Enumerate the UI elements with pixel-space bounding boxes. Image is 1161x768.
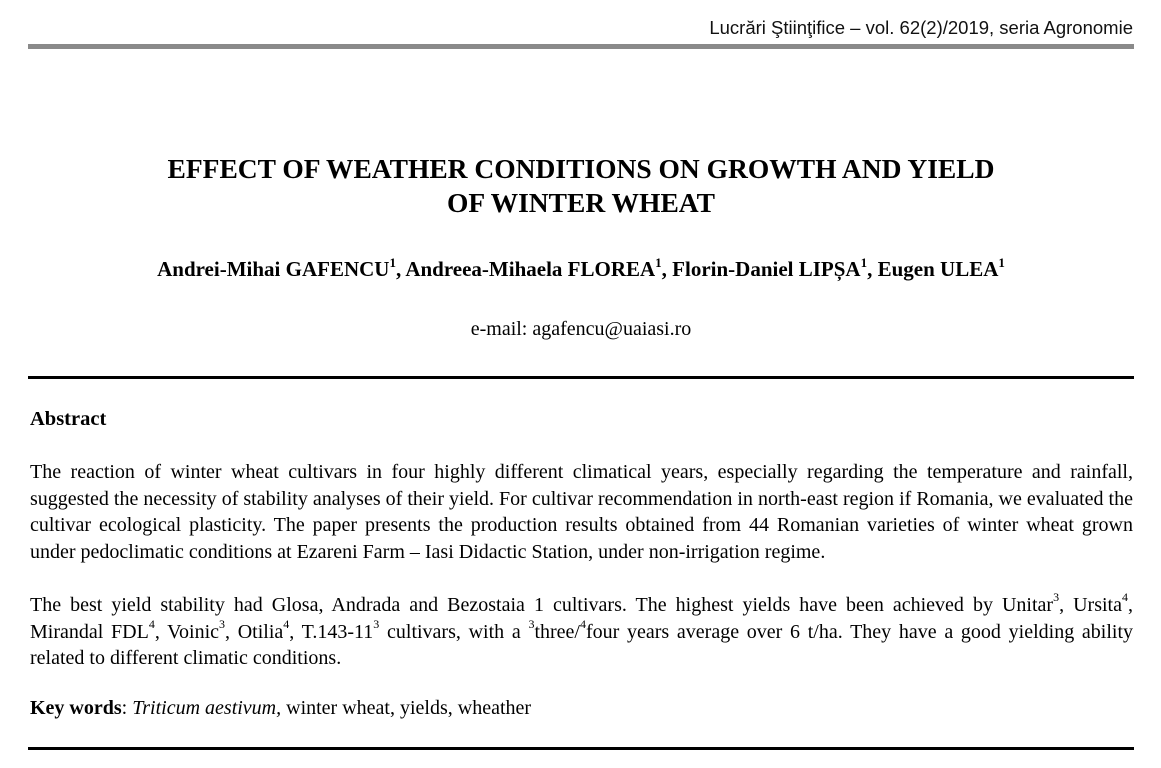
- superscript: 3: [528, 616, 535, 631]
- section-divider-top: [28, 376, 1134, 379]
- author-affiliation: 1: [389, 255, 396, 270]
- superscript: 4: [1122, 590, 1128, 605]
- title-line-2: OF WINTER WHEAT: [447, 187, 715, 218]
- author-name: Eugen ULEA: [877, 257, 999, 281]
- author-name: Andreea-Mihaela FLOREA: [405, 257, 656, 281]
- paper-title: [28, 152, 1134, 220]
- author-affiliation: 1: [998, 255, 1005, 270]
- text-run: three/: [534, 620, 580, 643]
- superscript: 3: [373, 616, 380, 631]
- keywords-line: [30, 697, 531, 720]
- abstract-paragraph-2: [30, 592, 1133, 672]
- author-list: [28, 256, 1134, 282]
- author-name: Andrei-Mihai GAFENCU: [157, 257, 390, 281]
- text-run: , T.143-11: [289, 620, 374, 643]
- author-separator: ,: [661, 257, 673, 281]
- keywords-rest: winter wheat, yields, wheather: [281, 697, 532, 719]
- title-line-1: EFFECT OF WEATHER CONDITIONS ON GROWTH AND YIELD: [167, 153, 995, 184]
- text-run: cultivars, with a: [379, 620, 529, 643]
- journal-header: Lucrări Ştiinţifice – vol. 62(2)/2019, seria Agronomie: [709, 17, 1133, 38]
- abstract-paragraph-1: The reaction of winter wheat cultivars in four highly different climatical years, especially regarding the temperature and rainfall, suggested the necessity of stability analyses of their yield. For cultivar recommendation in north-east region if Romania, we evaluated the cultivar ecological plasticity. The paper presents the production results obtained from 44 Romanian varieties of winter wheat grown under pedoclimatic conditions at Ezareni Farm – Iasi Didactic Station, under non-irrigation regime.: [30, 461, 1133, 563]
- author-separator: ,: [867, 257, 878, 281]
- keywords-label: Key words: [30, 697, 122, 719]
- text-run: The best yield stability had Glosa, Andrada and Bezostaia 1 cultivars. The highest yields have been achieved by Unitar: [30, 594, 1054, 616]
- superscript: 3: [1053, 590, 1060, 605]
- author-affiliation: 1: [655, 255, 662, 270]
- abstract-heading: Abstract: [30, 408, 107, 430]
- email-line: e-mail: agafencu@uaiasi.ro: [470, 318, 692, 340]
- author-affiliation: 1: [860, 255, 868, 270]
- text-run: , Otilia: [225, 620, 284, 643]
- text-run: , Ursita: [1059, 594, 1122, 616]
- keywords-colon: :: [121, 697, 133, 719]
- superscript: 4: [579, 616, 586, 631]
- text-run: , Mirandal FDL: [30, 594, 1133, 643]
- header-rule: [28, 44, 1134, 49]
- text-run: , Voinic: [154, 620, 220, 643]
- superscript: 4: [148, 616, 155, 631]
- text-run: four years average over 6 t/ha. They have a good yielding ability related to different climatic conditions.: [30, 620, 1134, 670]
- superscript: 4: [283, 616, 290, 631]
- author-separator: ,: [395, 257, 406, 281]
- section-divider-bottom: [28, 747, 1134, 750]
- author-name: Florin-Daniel LIPȘA: [672, 257, 861, 281]
- keywords-italic: Triticum aestivum,: [132, 697, 282, 719]
- superscript: 3: [219, 616, 226, 631]
